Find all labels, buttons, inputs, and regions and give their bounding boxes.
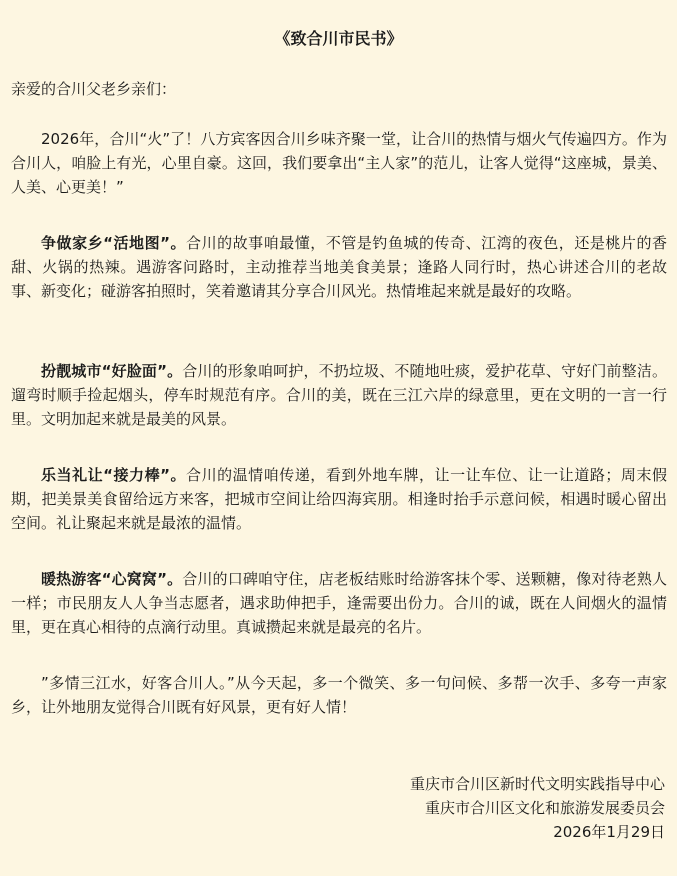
paragraph-warm-hearts <box>11 567 667 639</box>
paragraph-text: 2026年，合川“火”了！八方宾客因合川乡味齐聚一堂，让合川的热情与烟火气传遍四方。作为合川人，咱脸上有光，心里自豪。这回，我们要拿出“主人家”的范儿，让客人觉得“这座城，景美、人美、心更美！” <box>11 130 667 196</box>
paragraph-intro <box>11 127 667 199</box>
paragraph-text: 合川的口碑咱守住，店老板结账时给游客抹个零、送颗糖，像对待老熟人一样；市民朋友人人争当志愿者，遇求助伸把手，逢需要出份力。合川的诚，既在人间烟火的温情里，更在真心相待的点滴行动里。真诚攒起来就是最亮的名片。 <box>11 570 667 636</box>
paragraph-text: 合川的形象咱呵护，不扔垃圾、不随地吐痰，爱护花草、守好门前整洁。遛弯时顺手捡起烟头，停车时规范有序。合川的美，既在三江六岸的绿意里，更在文明的一言一行里。文明加起来就是最美的风景。 <box>11 362 667 428</box>
signature-date: 2026年1月29日 <box>553 823 665 841</box>
signature-org-2: 重庆市合川区文化和旅游发展委员会 <box>424 799 665 817</box>
letter-greeting: 亲爱的合川父老乡亲们： <box>11 80 177 98</box>
paragraph-closing <box>11 671 667 719</box>
paragraph-courtesy-relay <box>11 463 667 535</box>
signature-block <box>410 772 665 844</box>
paragraph-text: 合川的故事咱最懂，不管是钓鱼城的传奇、江湾的夜色，还是桃片的香甜、火锅的热辣。遇游客问路时，主动推荐当地美食美景；逢路人同行时，热心讲述合川的老故事、新变化；碰游客拍照时，笑着邀请其分享合川风光。热情堆起来就是最好的攻略。 <box>11 234 667 300</box>
paragraph-lead: 争做家乡“活地图”。 <box>41 234 187 252</box>
paragraph-lead: 扮靓城市“好脸面”。 <box>41 362 183 380</box>
signature-org-1: 重庆市合川区新时代文明实践指导中心 <box>409 775 665 793</box>
paragraph-text: ”多情三江水，好客合川人。”从今天起，多一个微笑、多一句问候、多帮一次手、多夸一声家乡，让外地朋友觉得合川既有好风景，更有好人情！ <box>11 674 667 716</box>
paragraph-city-face <box>11 359 667 431</box>
paragraph-text: 合川的温情咱传递，看到外地车牌，让一让车位、让一让道路；周末假期，把美景美食留给远方来客，把城市空间让给四海宾朋。相逢时抬手示意问候，相遇时暖心留出空间。礼让聚起来就是最浓的温情。 <box>11 466 667 532</box>
paragraph-living-map <box>11 231 667 303</box>
letter-title: 《致合川市民书》 <box>274 29 403 48</box>
paragraph-lead: 暖热游客“心窝窝”。 <box>41 570 183 588</box>
paragraph-lead: 乐当礼让“接力棒”。 <box>41 466 187 484</box>
